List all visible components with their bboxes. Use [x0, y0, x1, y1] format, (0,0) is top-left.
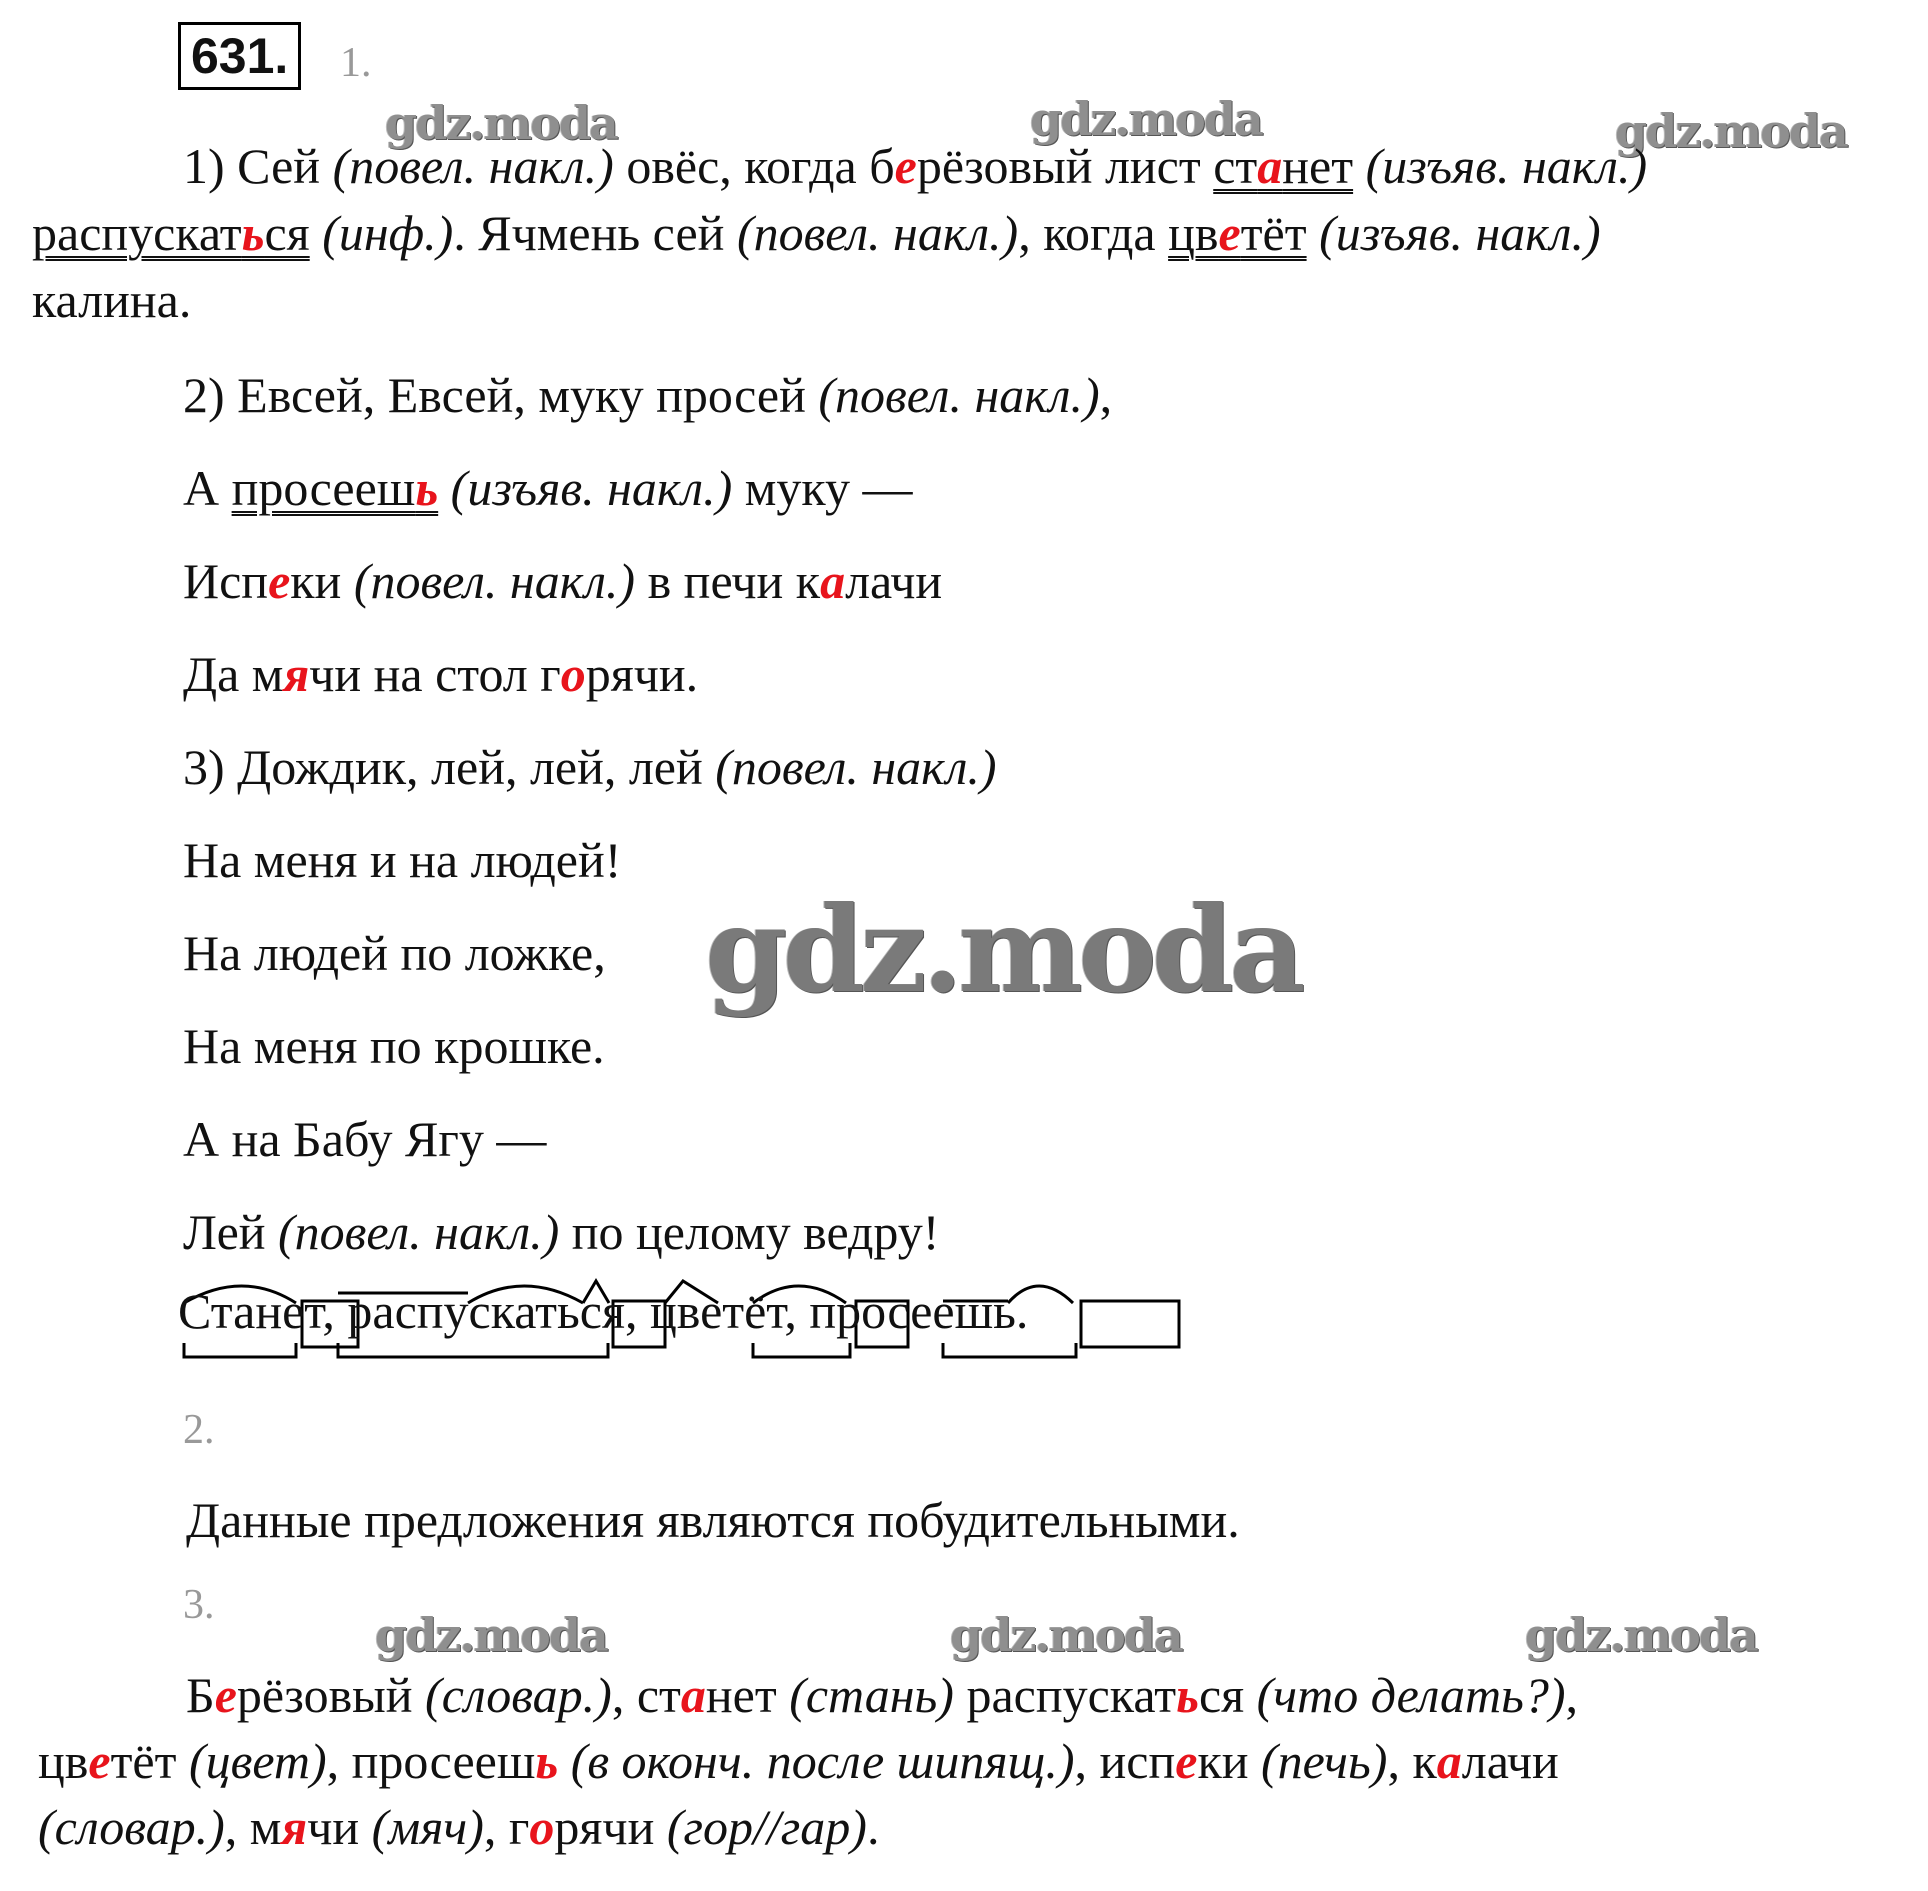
grammar-note: (изъяв. накл.): [1353, 138, 1648, 194]
explanation-note: (словар.): [38, 1799, 225, 1855]
highlight-letter: я: [283, 646, 310, 702]
highlight-letter: о: [560, 646, 586, 702]
text: распускат: [32, 205, 242, 261]
explanation-note: (мяч): [371, 1799, 484, 1855]
predicate-word: [32, 205, 310, 261]
text: [558, 1733, 571, 1789]
text: 3) Дождик, лей, лей, лей: [183, 739, 716, 795]
explanation-note: (стань): [789, 1667, 954, 1723]
text: , м: [224, 1799, 282, 1855]
watermark: gdz.moda: [1615, 104, 1847, 158]
highlight-letter: е: [894, 138, 917, 194]
watermark: gdz.moda: [385, 96, 617, 150]
text: . Ячмень сей: [453, 205, 737, 261]
p2-line-2: [183, 458, 912, 518]
p3-line-3: На людей по ложке,: [183, 925, 606, 981]
text: .: [866, 1799, 880, 1855]
watermark: gdz.moda: [1525, 1608, 1757, 1662]
text: лачи: [845, 553, 943, 609]
text: рячи: [554, 1799, 667, 1855]
text: рёзовый: [236, 1667, 426, 1723]
base-bracket: [753, 1343, 850, 1357]
predicate-word: [232, 460, 439, 516]
morpheme-words: Станет, распускаться, цветёт, просеешь.: [178, 1283, 1029, 1339]
explanation-note: (что делать?): [1256, 1667, 1566, 1723]
predicate-word: [1168, 205, 1306, 261]
text: цв: [38, 1733, 89, 1789]
text: Лей: [183, 1204, 279, 1260]
explanation-note: (гор//гар): [666, 1799, 867, 1855]
highlight-letter: а: [820, 553, 846, 609]
grammar-note: (изъяв. накл.): [1306, 205, 1601, 261]
task3-line-1: [186, 1665, 1578, 1725]
highlight-letter: а: [680, 1667, 706, 1723]
highlight-letter: я: [281, 1799, 308, 1855]
explanation-note: (печь): [1261, 1733, 1388, 1789]
grammar-note: (изъяв. накл.): [438, 460, 733, 516]
p2-line-1: [183, 365, 1112, 425]
p2-line-3: [183, 551, 942, 611]
grammar-note: (повел. накл.): [736, 205, 1019, 261]
grammar-note: (повел. накл.): [353, 553, 636, 609]
grammar-note: (повел. накл.): [278, 1204, 560, 1260]
text: ,: [1565, 1667, 1579, 1723]
text: муку —: [732, 460, 913, 516]
section-3-label: 3.: [183, 1582, 215, 1628]
text: чи на стол г: [309, 646, 561, 702]
p1-line-3: калина.: [32, 272, 192, 328]
text: Исп: [183, 553, 269, 609]
text: ся: [264, 205, 310, 261]
text: нет: [705, 1667, 790, 1723]
watermark: gdz.moda: [950, 1608, 1182, 1662]
text: , когда: [1018, 205, 1169, 261]
highlight-letter: ь: [1176, 1667, 1199, 1723]
text: 1) Сей: [183, 138, 333, 194]
highlight-letter: е: [214, 1667, 237, 1723]
text: рячи.: [585, 646, 699, 702]
text: овёс, когда б: [613, 138, 895, 194]
section-2-label: 2.: [183, 1407, 215, 1453]
p3-line-5: А на Бабу Ягу —: [183, 1111, 547, 1167]
predicate-word: [1213, 138, 1353, 194]
text: лачи: [1461, 1733, 1559, 1789]
base-bracket: [184, 1343, 296, 1357]
text: тёт: [1240, 205, 1307, 261]
highlight-letter: ь: [415, 460, 439, 516]
watermark: gdz.moda: [1030, 92, 1262, 146]
text: 2) Евсей, Евсей, муку просей: [183, 367, 819, 423]
base-bracket: [943, 1343, 1076, 1357]
task3-line-2: [38, 1731, 1559, 1791]
p3-line-4: На меня по крошке.: [183, 1018, 605, 1074]
text: ст: [1213, 138, 1258, 194]
text: , ст: [611, 1667, 681, 1723]
text: ки: [1197, 1733, 1261, 1789]
p1-line-2: [32, 203, 1601, 263]
watermark: gdz.moda: [375, 1608, 607, 1662]
text: рёзовый лист: [916, 138, 1214, 194]
highlight-letter: е: [1175, 1733, 1198, 1789]
text: , исп: [1074, 1733, 1176, 1789]
explanation-note: (в оконч. после шипящ.): [570, 1733, 1075, 1789]
highlight-letter: ь: [535, 1733, 559, 1789]
p3-line-1: [183, 737, 997, 797]
text: Б: [186, 1667, 215, 1723]
text: ки: [290, 553, 354, 609]
p3-line-2: На меня и на людей!: [183, 832, 622, 888]
text: ся: [1198, 1667, 1257, 1723]
grammar-note: (повел. накл.): [715, 739, 997, 795]
explanation-note: (цвет): [188, 1733, 327, 1789]
section-1-label: 1.: [340, 40, 372, 86]
p1-line-1: [183, 136, 1647, 196]
grammar-note: (повел. накл.): [332, 138, 614, 194]
text: в печи к: [635, 553, 821, 609]
text: чи: [307, 1799, 372, 1855]
grammar-note: (повел. накл.): [818, 367, 1100, 423]
text: Да м: [183, 646, 284, 702]
explanation-note: (словар.): [425, 1667, 612, 1723]
highlight-letter: е: [268, 553, 291, 609]
text: распускат: [953, 1667, 1177, 1723]
text: А: [183, 460, 232, 516]
highlight-letter: е: [1218, 205, 1241, 261]
highlight-letter: е: [88, 1733, 111, 1789]
watermark-large: gdz.moda: [705, 880, 1301, 1019]
highlight-letter: ь: [241, 205, 265, 261]
highlight-letter: а: [1257, 138, 1283, 194]
text: просееш: [231, 460, 416, 516]
base-bracket: [338, 1343, 608, 1357]
text: по целому ведру!: [559, 1204, 940, 1260]
p2-line-4: [183, 644, 698, 704]
highlight-letter: а: [1436, 1733, 1462, 1789]
p3-line-6: [183, 1202, 939, 1262]
text: цв: [1168, 205, 1219, 261]
text: нет: [1282, 138, 1354, 194]
text: , г: [483, 1799, 530, 1855]
task2-text: Данные предложения являются побудительными.: [186, 1492, 1240, 1548]
exercise-number: 631.: [178, 22, 301, 90]
task3-line-3: [38, 1797, 879, 1857]
grammar-note: (инф.): [309, 205, 454, 261]
ending-box: [1081, 1301, 1179, 1347]
text: , к: [1387, 1733, 1437, 1789]
text: ,: [1099, 367, 1113, 423]
text: тёт: [110, 1733, 189, 1789]
highlight-letter: о: [529, 1799, 555, 1855]
text: , просееш: [326, 1733, 536, 1789]
